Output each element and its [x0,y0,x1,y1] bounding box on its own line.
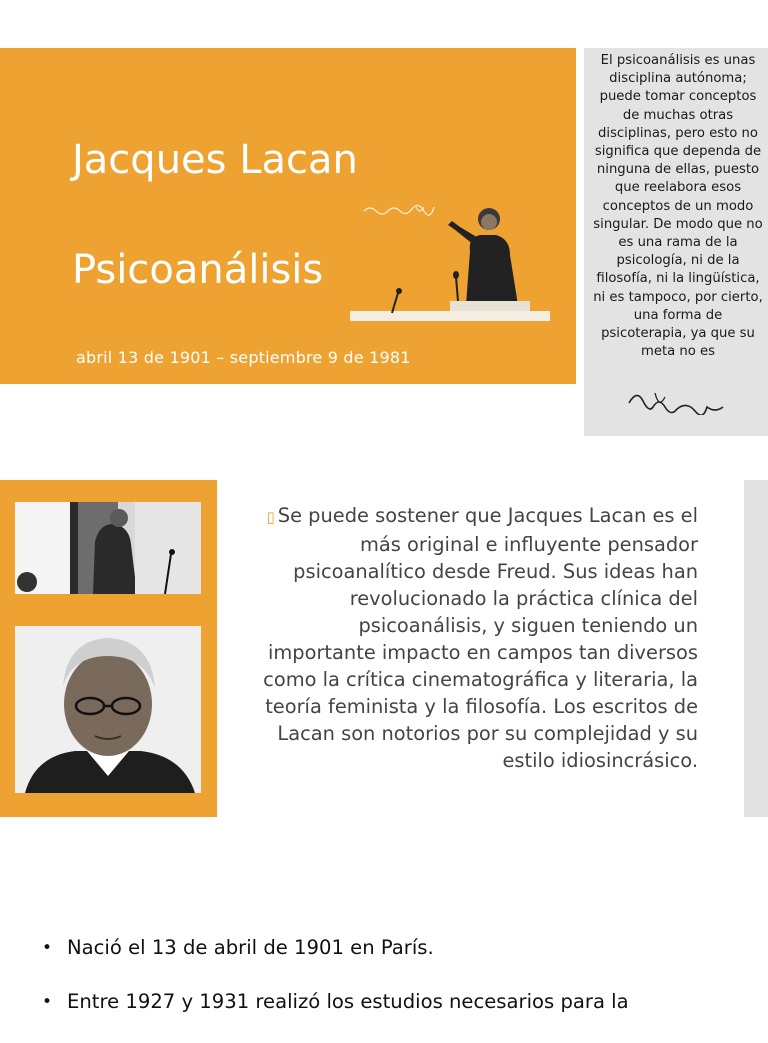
life-dates: abril 13 de 1901 – septiembre 9 de 1981 [76,348,411,367]
lacan-chalkboard-illustration [350,193,550,328]
slide-title: Jacques Lacan [72,137,358,183]
quote-text: Se puede sostener que Jacques Lacan es el más original e influyente pensador psicoanalítico desde Freud. Sus ideas han revolucionado la práctica clínica del psicoanálisis, y siguen teniendo un importante impacto en campos tan diversos como la crítica cinematográfica y literaria, la teoría feminista y la filosofía. Los escritos de Lacan son notorios por su complejidad y su estilo idiosincrásico. [263,504,698,772]
lacan-portrait-photo [15,626,201,793]
list-item: • Nació el 13 de abril de 1901 en París. [42,935,742,961]
bullet-icon: ▯ [266,508,275,526]
slide-subtitle: Psicoanálisis [72,247,324,293]
list-item: • Entre 1927 y 1931 realizó los estudios necesarios para la [42,989,742,1015]
lacan-quote [260,502,698,774]
biography-list [42,935,742,1043]
lacan-lecture-photo [15,502,201,594]
side-strip [744,480,768,817]
definition-box [584,48,768,436]
definition-text: El psicoanálisis es unas disciplina autónoma; puede tomar conceptos de muchas otras disciplinas, pero esto no significa que dependa de ninguna de ellas, puesto que reelabora esos conceptos de un modo singular. De modo que no es una rama de la psicología, ni de la filosofía, ni la lingüística, ni es tampoco, por cierto, una forma de psicoterapia, ya que su meta no es [593,53,763,360]
title-slide [0,48,576,384]
